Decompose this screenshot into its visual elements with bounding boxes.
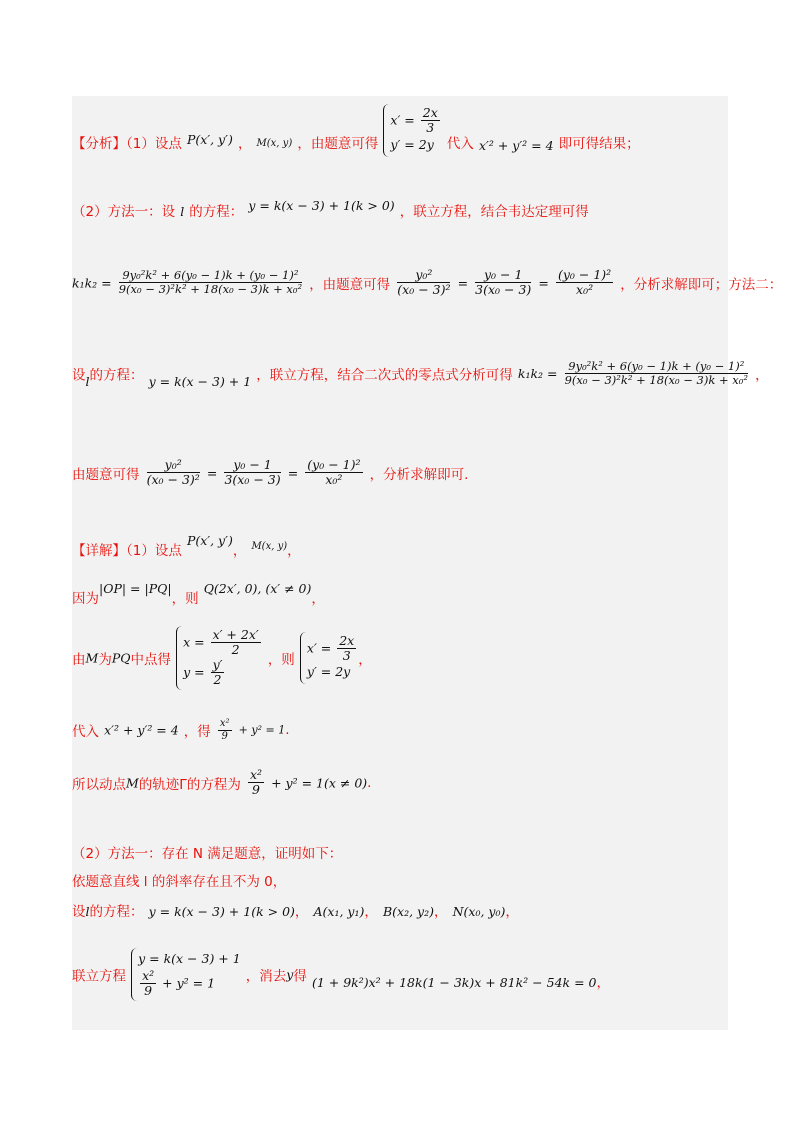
detail-line-7: 依题意直线 l 的斜率存在且不为 0， xyxy=(72,874,287,890)
analysis-line-1: 【分析】（1）设点 P(x′, y′) ， M(x, y) ，由题意可得 x′ = $\frac{2x}{3}$ y′ = 2y 代入 x′² + y′² = 4 即可得结果； xyxy=(72,104,640,157)
detail-line-5: 所以动点M的轨迹Γ的方程为 $\frac{\text{x²}}{9}$ + y² = 1(x ≠ 0). xyxy=(72,767,372,798)
system-midpoint: x = $\frac{x' + 2x'}{2}$ y = $\frac{y'}{2}$ xyxy=(176,626,263,690)
system-inverse: x′ = $\frac{2x}{3}$ y′ = 2y xyxy=(300,632,358,685)
analysis-line-2: （2）方法一：设 l 的方程： $^{y = k(x - 3) + 1(k > 0)}$ ，联立方程，结合韦达定理可得 xyxy=(72,198,589,220)
detail-line-9: 联立方程 y = k(x − 3) + 1 $\frac{\text{x²}}{9}$ + y² = 1 ，消去y得 $_{(1 + 9k^2)x^2 + 18k(1 - 3k)x + 81k^2 - 54k = 0,}$ xyxy=(72,948,610,1001)
detail-line-1: $_{【详解】(1)设点}$ P(x′, $y')_,$ $_{M(x, y),}$ xyxy=(72,533,301,559)
analysis-line-5: 由题意可得 $\frac{\text{y₀²}}{\text{(x₀ − 3)²}}$ = $\frac{\text{y₀ − 1}}{\text{3(x₀ − 3)}}$ = $\frac{\text{(y₀ − 1)²}}{\text{x₀²}}$ ，分析求解即可. xyxy=(72,457,469,488)
detail-line-4: 代入 x′² + y′² = 4 ，得 $\frac{\text{x²}}{9}$ + y² = 1. xyxy=(72,718,290,742)
system-line-ellipse: y = k(x − 3) + 1 $\frac{\text{x²}}{9}$ + y² = 1 xyxy=(131,948,241,1001)
detail-line-3: 由M为PQ中点得 x = $\frac{x' + 2x'}{2}$ y = $\frac{y'}{2}$ ，则 x′ = $\frac{2x}{3}$ y′ = 2y ， xyxy=(72,626,372,690)
detail-line-6: （2）方法一：存在 N 满足题意，证明如下： xyxy=(72,846,343,862)
system-xy-prime: x′ = $\frac{2x}{3}$ y′ = 2y xyxy=(383,104,441,157)
analysis-label: 【分析】（1）设点 xyxy=(72,136,182,152)
detail-label: 【详解】（1）设点 xyxy=(72,543,182,559)
analysis-line-3: k₁k₂ = $\frac{\text{9y₀²k² + 6(y₀ − 1)k + (y₀ − 1)²}}{\text{9(x₀ − 3)²k² + 18(x₀ − 3)k + x₀²}}$ ，由题意可得 $\frac{\text{y₀²}}{\text{(x₀ − 3)²}}$ = $\frac{\text{y₀ − 1}}{\text{3(x₀ − 3)}}$ = $\frac{\text{(y₀ − 1)²}}{\text{x₀²}}$ ，分析求解即可；方法二： xyxy=(72,267,783,298)
analysis-line-4: 设$_l$的方程： $_{y = k(x - 3) + 1}$ ，联立方程，结合二次式的零点式分析可得 k₁k₂ = $\frac{\text{9y₀²k² + 6(y₀ − 1)k + (y₀ − 1)²}}{\text{9(x₀ − 3)²k² + 18(x₀ − 3)k + x₀²}}$ ， xyxy=(72,359,769,390)
detail-line-8: 设l的方程： y = k(x − 3) + 1(k > 0)， A(x₁, y₁)， B(x₂, y₂)， N(x₀, y₀)， xyxy=(72,904,519,920)
detail-line-2: $_{因为}|OP| = |PQ|_{,则}$ Q(2x′, 0), $(x' \ne 0)_,$ xyxy=(72,581,325,607)
